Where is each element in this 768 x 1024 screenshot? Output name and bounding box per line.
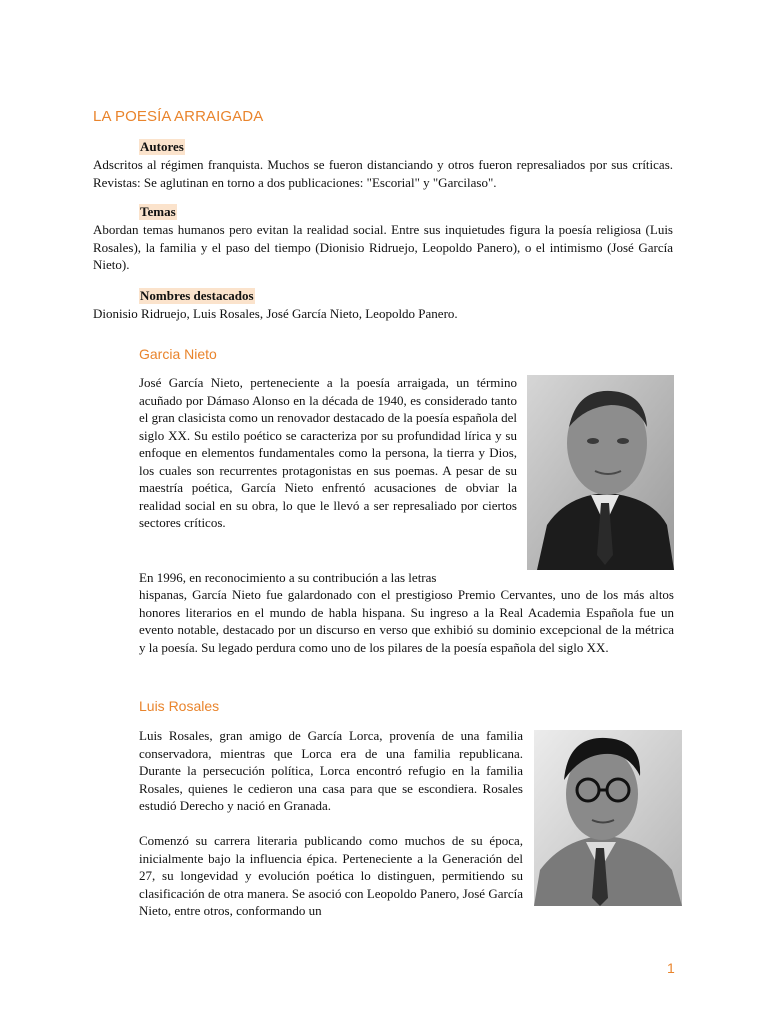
portrait-photo-icon [527, 375, 674, 570]
garcia-nieto-paragraph-2-start: En 1996, en reconocimiento a su contribución a las letras [139, 570, 437, 585]
page-number: 1 [667, 960, 675, 976]
author-heading-garcia-nieto: Garcia Nieto [139, 346, 217, 362]
section-heading-autores: Autores [140, 139, 184, 154]
page-title: LA POESÍA ARRAIGADA [93, 108, 264, 125]
author-heading-luis-rosales: Luis Rosales [139, 698, 220, 714]
portrait-photo-icon [534, 730, 682, 906]
luis-rosales-portrait [534, 730, 682, 906]
section-text-temas: Abordan temas humanos pero evitan la realidad social. Entre sus inquietudes figura la poesía religiosa (Luis Rosales), la familia y el paso del tiempo (Dionisio Ridruejo, Leopoldo Panero), o el intimismo (José García Nieto). [93, 222, 673, 272]
section-text-nombres-destacados: Dionisio Ridruejo, Luis Rosales, José García Nieto, Leopoldo Panero. [93, 306, 458, 321]
garcia-nieto-portrait [527, 375, 674, 570]
section-text-autores: Adscritos al régimen franquista. Muchos se fueron distanciando y otros fueron represaliados por sus críticas. Revistas: Se aglutinan en torno a dos publicaciones: "Escorial" y "Garcilaso". [93, 157, 673, 190]
garcia-nieto-paragraph-1: José García Nieto, perteneciente a la poesía arraigada, un término acuñado por Dámaso Alonso en la década de 1940, es considerado tanto el gran clasicista como un renovador destacado de la poesía española del siglo XX. Su estilo poético se caracteriza por su profundidad lírica y su enfoque en elementos fundamentales como la persona, la tierra y Dios, los cuales son recurrentes protagonistas en sus poemas. A pesar de su maestría poética, García Nieto enfrentó acusaciones de obviar la realidad social en su obra, lo que le llevó a ser represaliado por ciertos sectores críticos. [139, 375, 517, 530]
section-heading-temas: Temas [140, 204, 176, 219]
section-heading-nombres-destacados: Nombres destacados [140, 288, 254, 303]
luis-rosales-paragraph-1: Luis Rosales, gran amigo de García Lorca, provenía de una familia conservadora, mientras que Lorca era de una familia republicana. Durante la persecución política, Lorca encontró refugio en la familia Rosales, quienes le cedieron una casa para que se escondiera. Rosales estudió Derecho y nació en Granada. [139, 728, 523, 813]
luis-rosales-paragraph-2: Comenzó su carrera literaria publicando como muchos de su época, inicialmente bajo la influencia épica. Perteneciente a la Generación del 27, su longevidad y evolución poética lo distinguen, permitiendo su clasificación de otra manera. Se asoció con Leopoldo Panero, José García Nieto, entre otros, conformando un [139, 833, 523, 918]
garcia-nieto-paragraph-2-cont: hispanas, García Nieto fue galardonado con el prestigioso Premio Cervantes, uno de los más altos honores literarios en el mundo de habla hispana. Su ingreso a la Real Academia Española fue un evento notable, destacado por un discurso en verso que exhibió su dominio excepcional de la métrica y la poesía. Su legado perdura como uno de los pilares de la poesía española del siglo XX. [139, 587, 674, 655]
